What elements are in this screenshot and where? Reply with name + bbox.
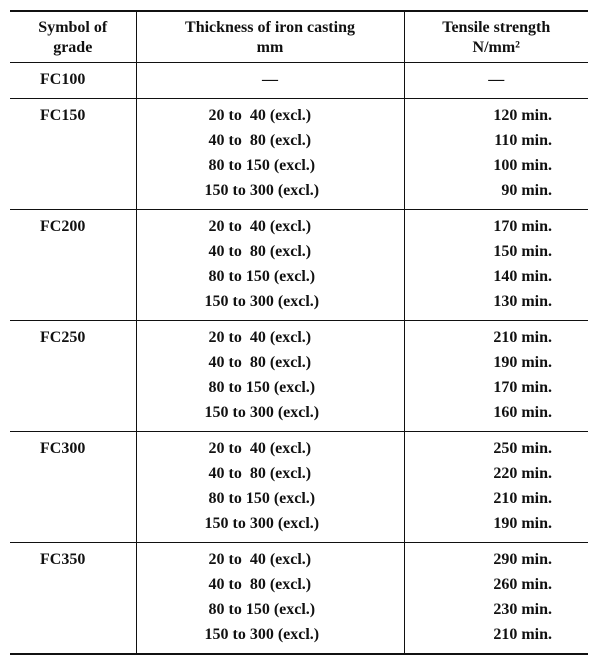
header-thickness xyxy=(136,11,404,63)
tensile-value: 230 min. xyxy=(493,601,552,618)
grade-cell xyxy=(10,210,136,321)
tensile-value: 210 min. xyxy=(493,626,552,643)
grade-symbol: FC100 xyxy=(40,71,86,88)
thickness-value: 80 to 150 (excl.) xyxy=(204,601,316,618)
tensile-value: 100 min. xyxy=(493,157,552,174)
tensile-value: 290 min. xyxy=(493,551,552,568)
grade-cell xyxy=(10,432,136,543)
header-grade-line2: grade xyxy=(53,39,93,56)
grade-symbol: FC250 xyxy=(40,329,86,346)
grade-symbol: FC300 xyxy=(40,440,86,457)
table-header-row xyxy=(10,11,588,63)
header-symbol-of-grade xyxy=(10,11,136,63)
table-row-fc100 xyxy=(10,63,588,99)
grade-symbol: FC150 xyxy=(40,107,86,124)
header-grade-line1: Symbol of xyxy=(38,19,108,36)
thickness-value: 20 to 40 (excl.) xyxy=(204,329,312,346)
tensile-value: 250 min. xyxy=(493,440,552,457)
tensile-value: 260 min. xyxy=(493,576,552,593)
grade-cell xyxy=(10,543,136,655)
thickness-value: 80 to 150 (excl.) xyxy=(204,268,316,285)
thickness-value: 80 to 150 (excl.) xyxy=(204,157,316,174)
thickness-value: 40 to 80 (excl.) xyxy=(204,576,312,593)
table-row-fc300 xyxy=(10,432,588,543)
thickness-value: 40 to 80 (excl.) xyxy=(204,243,312,260)
table-row-fc150 xyxy=(10,99,588,210)
tensile-cell xyxy=(404,432,588,543)
grade-symbol: FC200 xyxy=(40,218,86,235)
tensile-value: 170 min. xyxy=(493,379,552,396)
thickness-cell xyxy=(136,321,404,432)
tensile-value: 110 min. xyxy=(494,132,552,149)
tensile-value: 90 min. xyxy=(501,182,552,199)
tensile-value: 190 min. xyxy=(493,515,552,532)
thickness-value: 150 to 300 (excl.) xyxy=(204,626,320,643)
thickness-value: 40 to 80 (excl.) xyxy=(204,132,312,149)
tensile-value: 120 min. xyxy=(493,107,552,124)
thickness-cell xyxy=(136,210,404,321)
thickness-value: 40 to 80 (excl.) xyxy=(204,465,312,482)
thickness-value: 150 to 300 (excl.) xyxy=(204,293,320,310)
thickness-value: 20 to 40 (excl.) xyxy=(204,440,312,457)
tensile-cell xyxy=(404,99,588,210)
table-row-fc250 xyxy=(10,321,588,432)
thickness-value: 80 to 150 (excl.) xyxy=(204,379,316,396)
thickness-cell xyxy=(136,432,404,543)
grade-cell xyxy=(10,321,136,432)
grade-cell xyxy=(10,63,136,99)
tensile-value: 130 min. xyxy=(493,293,552,310)
thickness-value: 20 to 40 (excl.) xyxy=(204,218,312,235)
thickness-value: 80 to 150 (excl.) xyxy=(204,490,316,507)
thickness-value: 150 to 300 (excl.) xyxy=(204,515,320,532)
tensile-value: 190 min. xyxy=(493,354,552,371)
tensile-cell xyxy=(404,543,588,655)
grade-symbol: FC350 xyxy=(40,551,86,568)
thickness-cell xyxy=(136,99,404,210)
tensile-value: 220 min. xyxy=(493,465,552,482)
tensile-value: 160 min. xyxy=(493,404,552,421)
tensile-value: 140 min. xyxy=(493,268,552,285)
thickness-value: 40 to 80 (excl.) xyxy=(204,354,312,371)
thickness-value: 150 to 300 (excl.) xyxy=(204,182,320,199)
header-tensile-line1: Tensile strength xyxy=(442,19,551,36)
tensile-cell xyxy=(404,63,588,99)
tensile-cell xyxy=(404,321,588,432)
thickness-cell xyxy=(136,543,404,655)
tensile-cell xyxy=(404,210,588,321)
thickness-cell xyxy=(136,63,404,99)
header-tensile-line2: N/mm² xyxy=(472,39,520,56)
header-thickness-line2: mm xyxy=(256,39,284,56)
table-row-fc350 xyxy=(10,543,588,655)
table-row-fc200 xyxy=(10,210,588,321)
header-tensile-strength xyxy=(404,11,588,63)
tensile-value: 210 min. xyxy=(493,490,552,507)
tensile-value: 170 min. xyxy=(493,218,552,235)
thickness-value: 20 to 40 (excl.) xyxy=(204,107,312,124)
tensile-strength-table-container xyxy=(10,10,588,655)
tensile-strength-table xyxy=(10,10,588,655)
thickness-value: — xyxy=(262,71,278,88)
grade-cell xyxy=(10,99,136,210)
tensile-value: 150 min. xyxy=(493,243,552,260)
header-thickness-line1: Thickness of iron casting xyxy=(185,19,355,36)
tensile-value: — xyxy=(488,71,505,88)
tensile-value: 210 min. xyxy=(493,329,552,346)
thickness-value: 150 to 300 (excl.) xyxy=(204,404,320,421)
thickness-value: 20 to 40 (excl.) xyxy=(204,551,312,568)
